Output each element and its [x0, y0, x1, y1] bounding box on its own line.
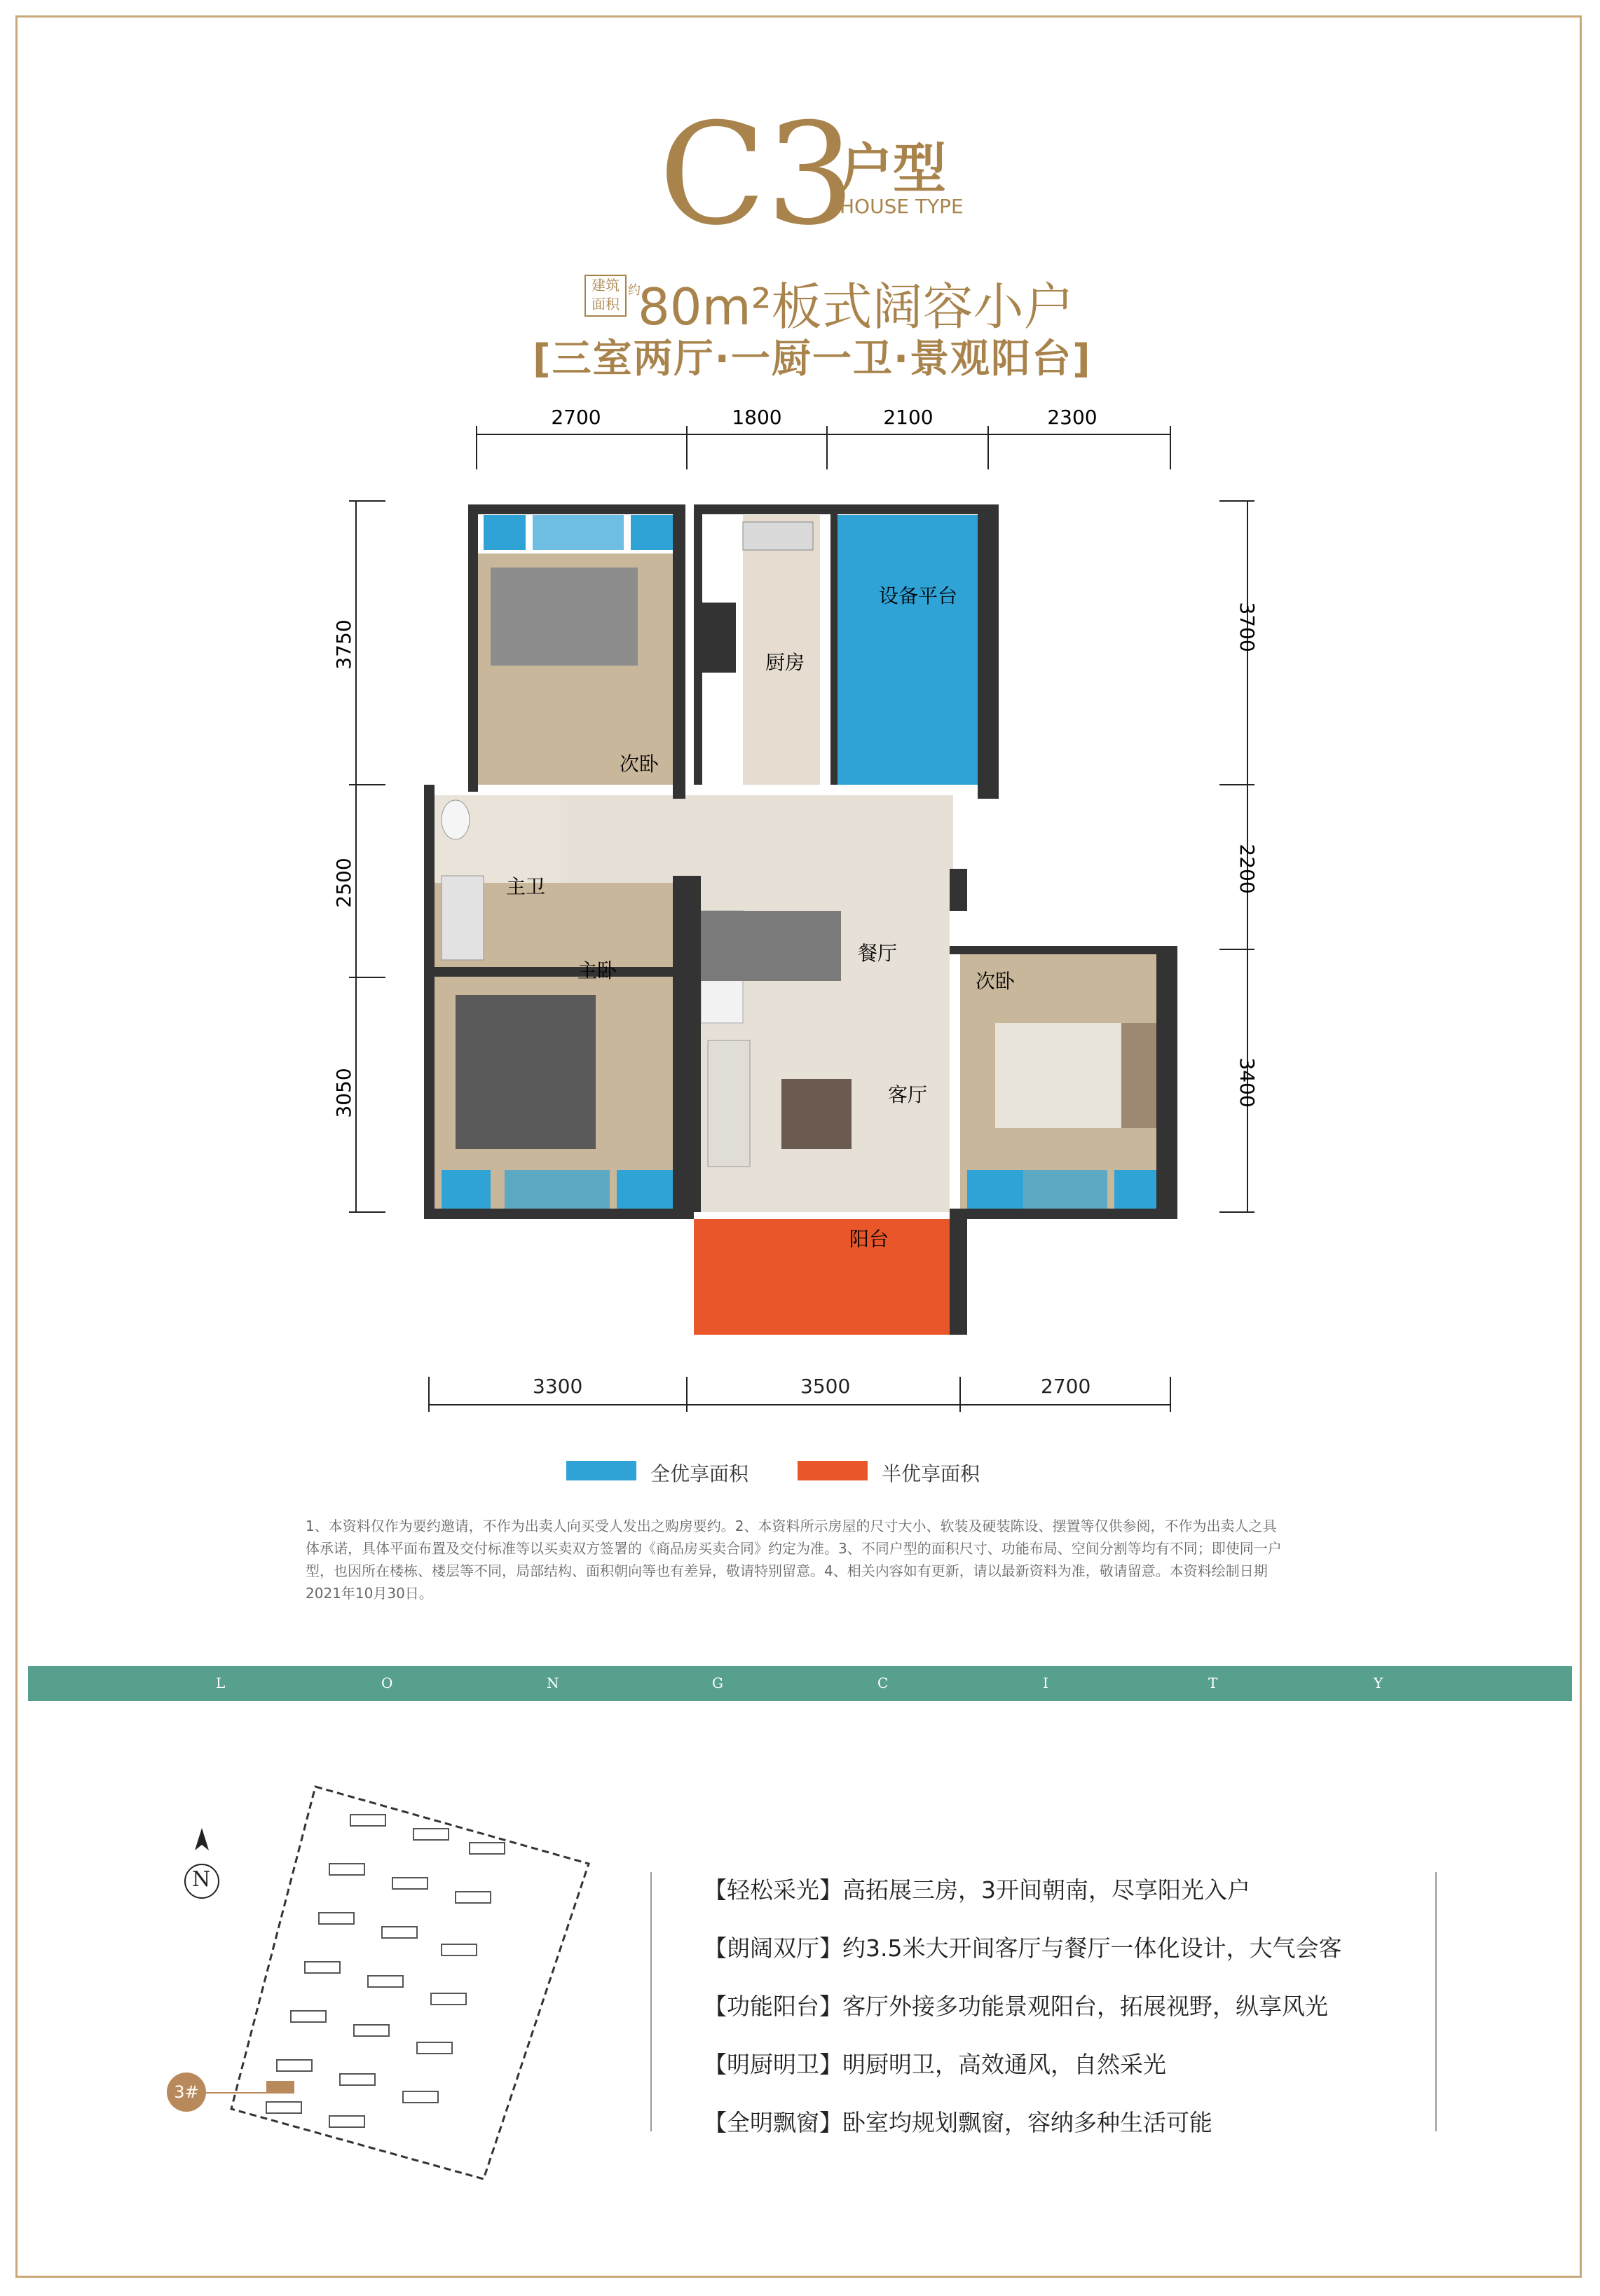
- legend-label-full: 全优享面积: [650, 1462, 749, 1485]
- feature-item: [704, 2047, 1166, 2080]
- band-letter: N: [547, 1675, 559, 1691]
- dim-bottom-1: 3300: [533, 1375, 583, 1398]
- window-1: [533, 515, 624, 550]
- building-3-badge: 3#: [167, 2072, 206, 2112]
- feature-item: [704, 1988, 1328, 2021]
- band-letter: G: [712, 1675, 723, 1691]
- feature-tag: 【轻松采光】: [704, 1876, 842, 1904]
- floor-plan: [0, 392, 1600, 1415]
- area-tag-bottom: 面积: [592, 296, 620, 312]
- building-3-leader: [206, 2092, 269, 2094]
- dim-top-1: 2700: [551, 406, 601, 429]
- legend-label-half: 半优享面积: [882, 1462, 980, 1485]
- feature-rule-right: [1435, 1872, 1437, 2131]
- bay-window-1a: [484, 515, 526, 550]
- area-tag-top: 建筑: [592, 277, 620, 294]
- kitchen-stove: [701, 603, 736, 673]
- bay-window-3a: [967, 1170, 1023, 1209]
- top-dimension-line: [477, 426, 1170, 469]
- dim-top-4: 2300: [1047, 406, 1098, 429]
- disclaimer: 1、本资料仅作为要约邀请，不作为出卖人向买受人发出之购房要约。2、本资料所示房屋的尺寸大小、软装及硬装陈设、摆置等仅供参阅，不作为出卖人之具体承诺，具体平面布置及交付标准等以买卖双方签署的《商品房买卖合同》约定为准。3、不同户型的面积尺寸、功能布局、空间分割等均有不同；即使同一户型，也因所在楼栋、楼层等不同，局部结构、面积朝向等也有差异，敬请特别留意。4、相关内容如有更新，请以最新资料为准，敬请留意。本资料绘制日期2021年10月30日。: [306, 1518, 1282, 1602]
- feature-item: [704, 2105, 1212, 2138]
- equipment-platform: [834, 515, 981, 785]
- label-kitchen: 厨房: [765, 651, 805, 674]
- feature-text: 明厨明卫，高效通风，自然采光: [842, 2051, 1166, 2078]
- balcony-floor: [694, 1219, 953, 1335]
- label-second-bedroom-1: 次卧: [619, 752, 659, 776]
- band-letter: T: [1208, 1675, 1218, 1691]
- north-label: N: [192, 1867, 211, 1892]
- dim-bottom-2: 3500: [800, 1375, 851, 1398]
- feature-item: [704, 1872, 1250, 1905]
- site-plan: [154, 1773, 617, 2193]
- dim-right-3: 3400: [1236, 1057, 1259, 1108]
- label-balcony: 阳台: [849, 1228, 889, 1251]
- bay-window-2b: [617, 1170, 673, 1209]
- band-letter: I: [1043, 1675, 1048, 1691]
- band-letter: Y: [1374, 1675, 1383, 1691]
- label-equipment-platform: 设备平台: [878, 584, 958, 607]
- coffee-table: [781, 1079, 852, 1149]
- shower: [442, 876, 484, 960]
- legend-swatch-half: [798, 1461, 868, 1480]
- area-tag: [584, 275, 627, 317]
- dim-bottom-3: 2700: [1041, 1375, 1091, 1398]
- label-living: 客厅: [887, 1083, 928, 1106]
- band-letter: O: [381, 1675, 393, 1691]
- dim-top-2: 1800: [732, 406, 782, 429]
- bed-1: [491, 568, 638, 666]
- dim-top-3: 2100: [883, 406, 934, 429]
- bay-window-2a: [442, 1170, 491, 1209]
- band-letter: C: [877, 1675, 889, 1691]
- area-tag-side: 约: [628, 283, 641, 298]
- bay-window-3b: [1114, 1170, 1163, 1209]
- window-2: [505, 1170, 610, 1209]
- site-boundary: [231, 1787, 589, 2179]
- label-dining: 餐厅: [857, 942, 898, 965]
- legend-swatch-full: [566, 1461, 636, 1480]
- feature-item: [704, 1930, 1341, 1963]
- house-type-subtitle-en: HOUSE TYPE: [840, 195, 964, 218]
- dining-table-top: [701, 911, 841, 981]
- label-second-bedroom-2: 次卧: [975, 970, 1016, 993]
- dim-right-2: 2200: [1236, 844, 1259, 894]
- kitchen-sink: [743, 522, 813, 550]
- feature-tag: 【功能阳台】: [704, 1993, 842, 2020]
- dim-left-1: 3750: [332, 619, 355, 670]
- dim-right-1: 3700: [1236, 602, 1259, 652]
- master-bed: [456, 995, 596, 1149]
- feature-text: 约3.5米大开间客厅与餐厅一体化设计，大气会客: [842, 1934, 1342, 1962]
- feature-text: 客厅外接多功能景观阳台，拓展视野，纵享风光: [842, 1993, 1328, 2020]
- area-headline: 80m²板式阔容小户: [638, 277, 1074, 336]
- feature-rule-left: [650, 1872, 652, 2131]
- feature-tag: 【朗阔双厅】: [704, 1934, 842, 1962]
- dim-left-2: 2500: [332, 858, 355, 908]
- house-type-code: C3: [659, 93, 856, 256]
- bed-3: [995, 1023, 1121, 1128]
- window-3: [1023, 1170, 1107, 1209]
- site-buildings: [266, 1815, 505, 2127]
- kitchen-floor: [743, 515, 820, 785]
- label-master-bedroom: 主卧: [577, 959, 617, 982]
- sofa: [708, 1040, 750, 1167]
- feature-tag: 【全明飘窗】: [704, 2109, 842, 2136]
- building-3-marker: [266, 2081, 294, 2094]
- corridor-floor: [561, 795, 953, 883]
- layout-summary: [三室两厅·一厨一卫·景观阳台]: [533, 336, 1092, 382]
- feature-tag: 【明厨明卫】: [704, 2051, 842, 2078]
- bay-window-1b: [631, 515, 673, 550]
- band-letter: L: [216, 1675, 226, 1691]
- dim-left-3: 3050: [332, 1068, 355, 1118]
- long-city-band: [28, 1666, 1572, 1701]
- house-type-title: 户型: [840, 137, 946, 200]
- label-master-bath: 主卫: [505, 875, 546, 898]
- toilet: [442, 800, 470, 839]
- feature-text: 卧室均规划飘窗，容纳多种生活可能: [842, 2109, 1212, 2136]
- feature-text: 高拓展三房，3开间朝南，尽享阳光入户: [842, 1876, 1250, 1904]
